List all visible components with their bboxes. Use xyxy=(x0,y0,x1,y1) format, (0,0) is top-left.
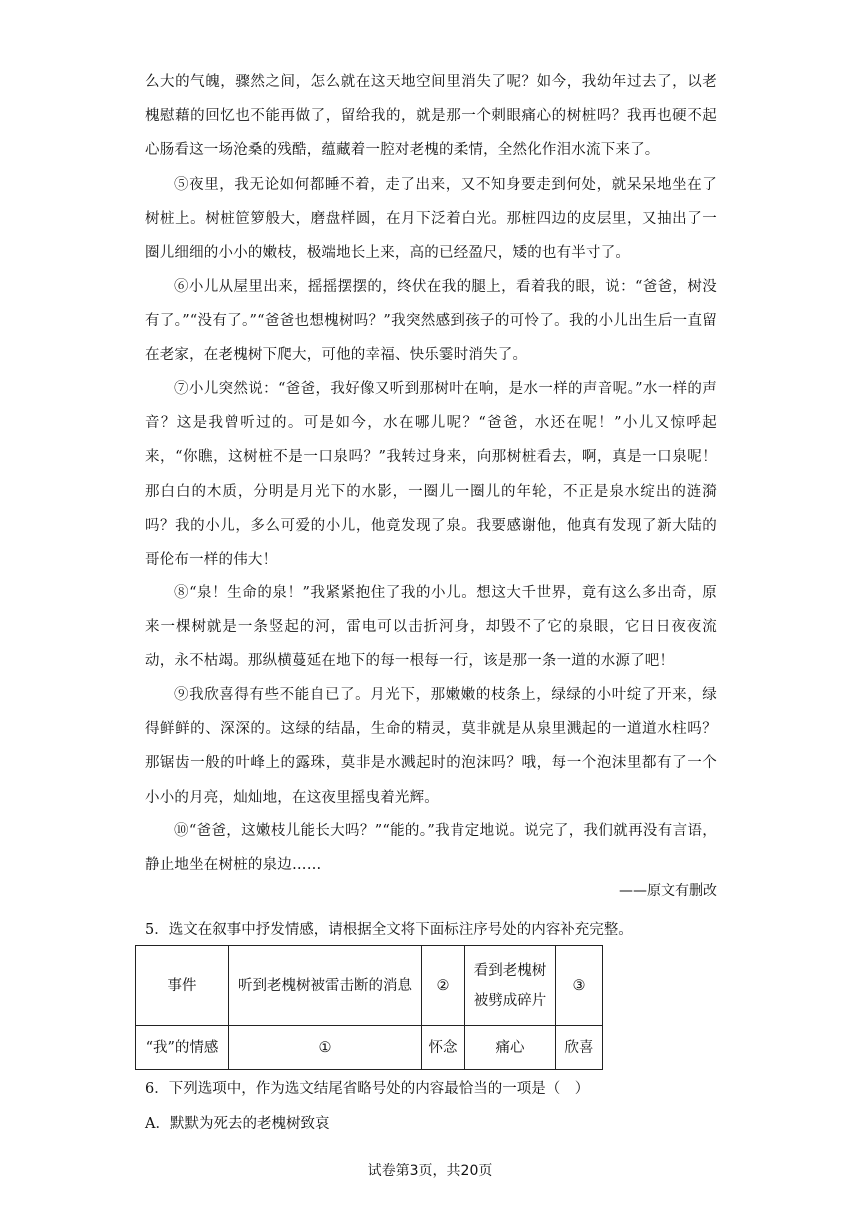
source-note: ——原文有删改 xyxy=(619,883,717,899)
question-5: 5．选文在叙事中抒发情感，请根据全文将下面标注序号处的内容补充完整。 xyxy=(145,922,633,938)
paragraph-10: ⑩“爸爸，这嫩枝儿能长大吗？”“能的。”我肯定地说。说完了，我们就再没有言语，静止地坐在树桩的泉边…… xyxy=(145,823,717,874)
table-cell-blank-2: ② xyxy=(422,946,465,1026)
option-a: A．默默为死去的老槐树致哀 xyxy=(145,1116,330,1132)
page-footer: 试卷第3页，共20页 xyxy=(367,1163,493,1179)
paragraph-6: ⑥小儿从屋里出来，摇摇摆摆的，终伏在我的腿上，看着我的眼，说：“爸爸，树没有了。”“没有了。”“爸爸也想槐树吗？”我突然感到孩子的可怜了。我的小儿出生后一直留在老家，在老槐树下爬大，可他的幸福、快乐霎时消失了。 xyxy=(145,279,717,364)
question-6: 6．下列选项中，作为选文结尾省略号处的内容最恰当的一项是（ ） xyxy=(145,1081,590,1097)
table-cell: “我”的情感 xyxy=(136,1026,229,1070)
table-cell: 听到老槐树被雷击断的消息 xyxy=(229,946,422,1026)
table-cell: 怀念 xyxy=(422,1026,465,1070)
table-cell: 看到老槐树被劈成碎片 xyxy=(465,946,556,1026)
paragraph-5: ⑤夜里，我无论如何都睡不着，走了出来，又不知身要走到何处，就呆呆地坐在了树桩上。树桩笸箩般大，磨盘样圆，在月下泛着白光。那桩四边的皮层里，又抽出了一圈儿细细的小小的嫩枝，极端地长上来，高的已经盈尺，矮的也有半寸了。 xyxy=(145,177,717,262)
table-cell: 事件 xyxy=(136,946,229,1026)
paragraph-9: ⑨我欣喜得有些不能自已了。月光下，那嫩嫩的枝条上，绿绿的小叶绽了开来，绿得鲜鲜的、深深的。这绿的结晶，生命的精灵，莫非就是从泉里溅起的一道道水柱吗？那锯齿一般的叶峰上的露珠，莫非是水溅起时的泡沫吗？哦，每一个泡沫里都有了一个小小的月亮，灿灿地，在这夜里摇曳着光辉。 xyxy=(145,687,717,806)
table-cell: 痛心 xyxy=(465,1026,556,1070)
emotion-table xyxy=(135,945,603,1070)
table-cell-blank-1: ① xyxy=(229,1026,422,1070)
table-row-emotions xyxy=(136,1026,603,1070)
table-cell-blank-3: ③ xyxy=(556,946,603,1026)
paragraph-8: ⑧“泉！生命的泉！”我紧紧抱住了我的小儿。想这大千世界，竟有这么多出奇，原来一棵树就是一条竖起的河，雷电可以击折河身，却毁不了它的泉眼，它日日夜夜流动，永不枯竭。那纵横蔓延在地下的每一根每一行，该是那一条一道的水源了吧！ xyxy=(145,585,717,670)
paragraph-4-continued: 么大的气魄，骤然之间，怎么就在这天地空间里消失了呢？如今，我幼年过去了，以老槐慰藉的回忆也不能再做了，留给我的，就是那一个刺眼痛心的树桩吗？我再也硬不起心肠看这一场沧桑的残酷，蕴藏着一腔对老槐的柔情，全然化作泪水流下来了。 xyxy=(145,74,717,159)
paragraph-7: ⑦小儿突然说：“爸爸，我好像又听到那树叶在响，是水一样的声音呢。”水一样的声音？这是我曾听过的。可是如今，水在哪儿呢？“爸爸，水还在呢！”小儿又惊呼起来，“你瞧，这树桩不是一口泉吗？”我转过身来，向那树桩看去，啊，真是一口泉呢！那白白的木质，分明是月光下的水影，一圈儿一圈儿的年轮，不正是泉水绽出的涟漪吗？我的小儿，多么可爱的小儿，他竟发现了泉。我要感谢他，他真有发现了新大陆的哥伦布一样的伟大！ xyxy=(145,381,717,569)
table-row-events xyxy=(136,946,603,1026)
table-cell: 欣喜 xyxy=(556,1026,603,1070)
